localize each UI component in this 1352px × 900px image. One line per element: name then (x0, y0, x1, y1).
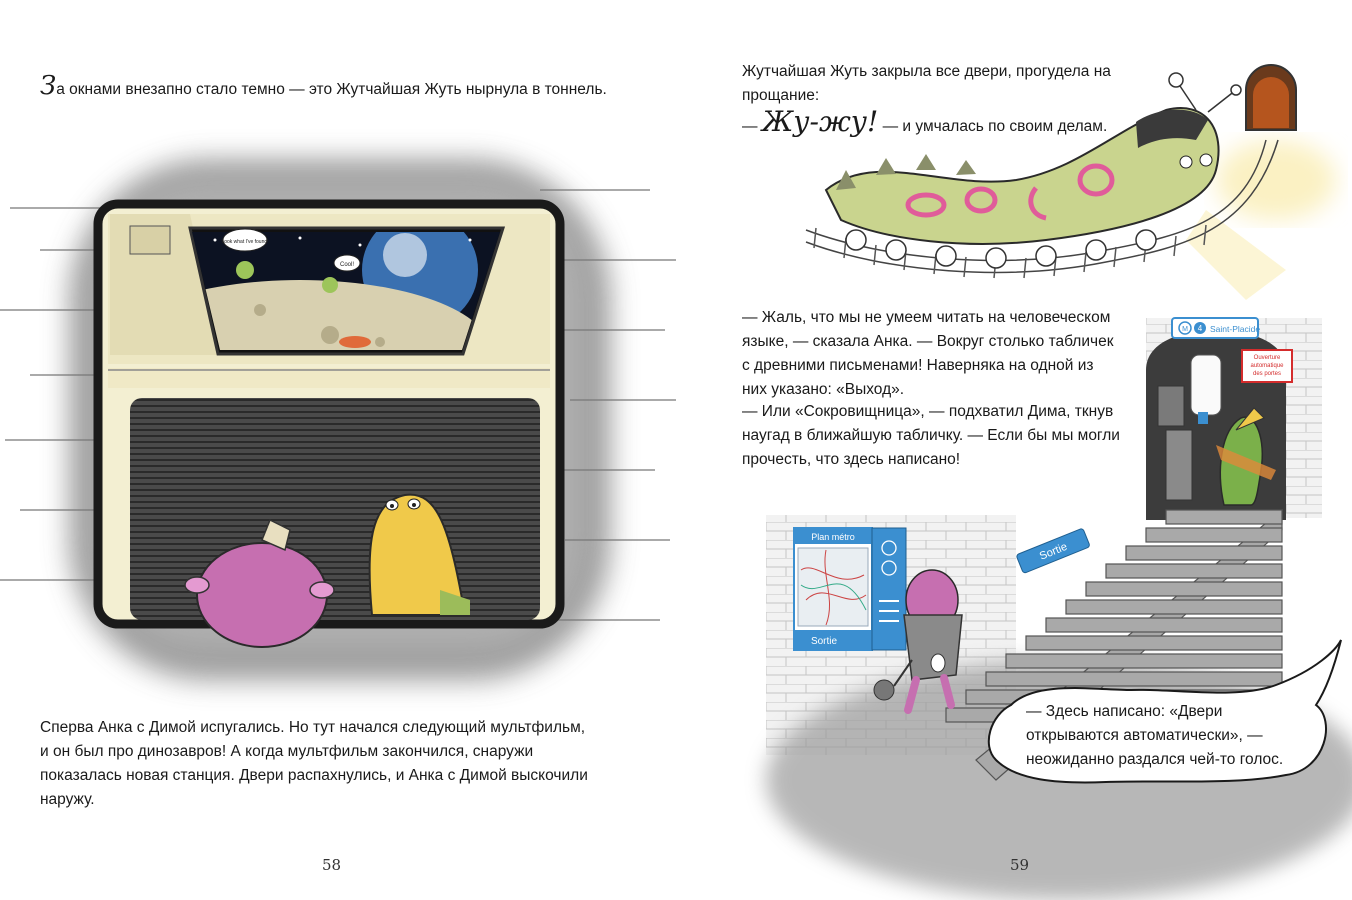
drop-cap: З (40, 71, 57, 101)
station-name: Saint-Placide (1210, 324, 1261, 334)
zhu-after-text: — и умчалась по своим делам. (882, 118, 1108, 135)
dialogue-line: них указано: «Выход». (742, 381, 905, 398)
doors-sign-line: automatique (1250, 363, 1284, 369)
svg-text:M: M (1182, 326, 1188, 333)
doors-sign (1242, 350, 1292, 382)
line-number: 4 (1197, 324, 1203, 333)
speech-bubble-cool (334, 255, 360, 271)
right-intro-line: прощание: (742, 87, 820, 104)
plan-sortie: Sortie (810, 636, 838, 647)
zhu-zhu-text: Жу-жу! (761, 105, 879, 138)
metro-station-illustration (676, 0, 1352, 647)
story-paragraph (40, 716, 640, 812)
right-intro-line: Жутчайшая Жуть закрыла все двери, прогудела на (742, 63, 1111, 80)
bubble-line: — Здесь написано: «Двери (1026, 703, 1223, 720)
paragraph-line: и он был про динозавров! А когда мультфильм закончился, снаружи (40, 743, 534, 760)
dialogue-line: прочесть, что здесь написано! (742, 451, 961, 468)
sortie-sign-text: Sortie (1037, 540, 1070, 563)
bubble-line: открываются автоматически», — (1026, 727, 1263, 744)
bubble-line: неожиданно раздался чей-то голос. (1026, 751, 1284, 768)
page-number-left: 58 (322, 856, 342, 874)
paragraph-line: показалась новая станция. Двери распахнулись, и Анка с Димой выскочили (40, 767, 588, 784)
intro-text (40, 71, 607, 102)
paragraph-line: Сперва Анка с Димой испугались. Но тут начался следующий мультфильм, (40, 719, 586, 736)
doors-sign-line: Ouverture (1253, 355, 1281, 361)
dialogue-line: наугад в ближайшую табличку. — Если бы мы могли (742, 427, 1120, 444)
speech-bubble-text (1026, 700, 1326, 772)
doors-sign-line: des portes (1252, 371, 1282, 377)
plan-title: Plan métro (811, 532, 855, 542)
dash: — (742, 118, 758, 135)
bubble-text-look: Look what I've found! (221, 239, 269, 245)
dialogue-line: — Жаль, что мы не умеем читать на человеческом (742, 309, 1111, 326)
dialogue-line: языке, — сказала Анка. — Вокруг столько табличек (742, 333, 1114, 350)
station-sign (1172, 318, 1260, 338)
bubble-text-cool: Cool! (339, 262, 355, 268)
paragraph-line: наружу. (40, 791, 95, 808)
sortie-sign (1016, 528, 1090, 574)
dialogue-line: — Или «Сокровищница», — подхватил Дима, ткнув (742, 403, 1114, 420)
metro-plan-board (794, 528, 872, 650)
speech-bubble-look (221, 229, 268, 251)
dialogue-line: с древними письменами! Наверняка на одной из (742, 357, 1094, 374)
intro-text-rest: а окнами внезапно стало темно — это Жутчайшая Жуть нырнула в тоннель. (56, 81, 607, 98)
page-number-right: 59 (1010, 856, 1030, 874)
right-page (676, 0, 1352, 900)
train-window-illustration (0, 120, 676, 680)
